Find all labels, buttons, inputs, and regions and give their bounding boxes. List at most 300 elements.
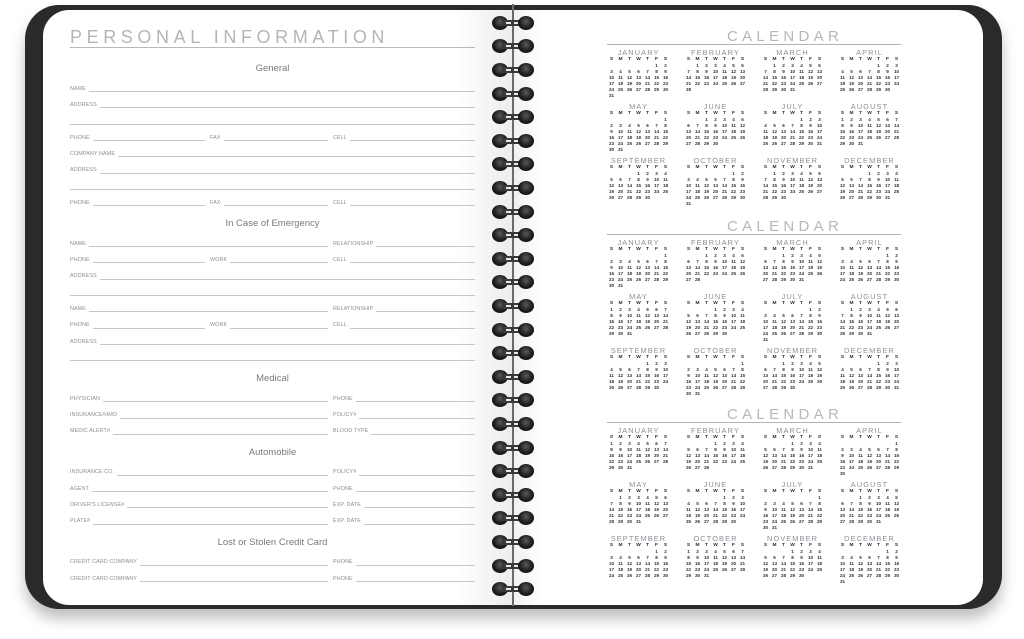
day-cell: 15 <box>857 507 864 512</box>
day-cell: 24 <box>662 379 669 384</box>
ring-right-loop <box>518 181 534 195</box>
day-cell: 28 <box>653 141 660 146</box>
credit-card-company-label: CREDIT CARD COMPANY <box>70 575 137 582</box>
day-cell: 1 <box>655 63 658 68</box>
day-cell: 13 <box>771 561 778 566</box>
insurance-hmo-field[interactable] <box>70 408 333 418</box>
weekday-label: S <box>609 57 614 62</box>
day-cell: 14 <box>703 453 710 458</box>
relationship-field[interactable] <box>333 237 475 247</box>
week-row <box>607 573 670 579</box>
weekday-label: W <box>867 543 872 548</box>
ring-right-loop <box>518 582 534 596</box>
day-cell: 26 <box>816 379 823 384</box>
phone-field[interactable] <box>333 572 475 582</box>
weekday-label: W <box>636 247 641 252</box>
write-line[interactable] <box>350 261 475 263</box>
write-line[interactable] <box>224 204 329 206</box>
day-cell: 5 <box>841 177 844 182</box>
weekday-label: T <box>800 543 803 548</box>
day-cell: 24 <box>798 379 805 384</box>
day-cell: 20 <box>884 129 891 134</box>
cell-field[interactable] <box>333 318 475 328</box>
write-line[interactable] <box>118 155 475 157</box>
weekday-label: M <box>849 165 854 170</box>
day-cell: 27 <box>848 195 855 200</box>
weekday-label: F <box>809 543 812 548</box>
binding-ring-icon <box>492 346 534 360</box>
day-cell: 1 <box>741 361 744 366</box>
day-cell: 27 <box>739 81 746 86</box>
day-cell: 4 <box>800 171 803 176</box>
day-cell: 2 <box>619 441 622 446</box>
phone-field[interactable] <box>70 318 210 328</box>
work-field[interactable] <box>210 318 333 328</box>
month-february <box>684 235 747 289</box>
day-cell: 31 <box>807 465 814 470</box>
day-cell <box>711 465 720 471</box>
day-cell: 6 <box>773 447 776 452</box>
day-cell: 25 <box>816 567 823 572</box>
day-cell: 8 <box>696 69 699 74</box>
weekday-label: M <box>772 247 777 252</box>
ring-right-loop <box>518 205 534 219</box>
day-cell: 3 <box>637 495 640 500</box>
weekday-label: S <box>817 247 822 252</box>
write-line[interactable] <box>103 400 328 402</box>
weekday-label: W <box>636 355 641 360</box>
day-cell: 24 <box>893 81 900 86</box>
month-name: JULY <box>781 102 804 111</box>
day-cell: 22 <box>662 271 669 276</box>
day-cell: 20 <box>644 135 651 140</box>
day-cell: 13 <box>694 453 701 458</box>
day-cell: 20 <box>848 189 855 194</box>
day-cell: 13 <box>685 265 692 270</box>
write-line[interactable] <box>92 490 328 492</box>
day-cell: 3 <box>800 361 803 366</box>
write-line[interactable] <box>100 278 475 280</box>
day-cell: 6 <box>850 177 853 182</box>
write-line[interactable] <box>364 523 475 525</box>
day-cell: 17 <box>807 561 814 566</box>
write-line[interactable] <box>100 172 475 174</box>
day-cell: 18 <box>730 265 737 270</box>
agent-field[interactable] <box>70 482 333 492</box>
day-cell: 1 <box>791 441 794 446</box>
day-cell: 14 <box>780 453 787 458</box>
write-line[interactable] <box>356 490 475 492</box>
day-cell: 4 <box>841 367 844 372</box>
day-cell: 11 <box>849 265 854 270</box>
month-april <box>838 45 901 99</box>
day-cell: 26 <box>721 567 728 572</box>
day-cell: 16 <box>884 373 891 378</box>
day-cell: 3 <box>841 555 844 560</box>
weekday-label: S <box>894 543 899 548</box>
write-line[interactable] <box>93 139 205 141</box>
write-line[interactable] <box>371 433 475 435</box>
day-cell: 8 <box>850 313 853 318</box>
day-cell: 19 <box>807 75 814 80</box>
day-cell: 16 <box>798 561 805 566</box>
company-name-field[interactable] <box>70 147 475 157</box>
weekday-label: S <box>817 435 822 440</box>
write-line[interactable] <box>93 204 205 206</box>
phone-field[interactable] <box>70 253 210 263</box>
write-line[interactable] <box>230 327 328 329</box>
day-cell: 8 <box>705 259 708 264</box>
weekday-label: T <box>877 489 880 494</box>
weekday-label: S <box>686 247 691 252</box>
day-cell: 25 <box>662 189 669 194</box>
address-field[interactable] <box>70 163 475 173</box>
day-cell: 28 <box>703 331 710 336</box>
day-cell: 24 <box>807 459 814 464</box>
write-line[interactable] <box>350 139 475 141</box>
day-cell: 11 <box>609 373 614 378</box>
day-cell: 7 <box>705 447 708 452</box>
day-cell: 8 <box>773 177 776 182</box>
plate-field[interactable] <box>70 514 333 524</box>
weekday-label: S <box>609 543 614 548</box>
weekday-label: S <box>894 247 899 252</box>
write-line[interactable] <box>93 523 328 525</box>
day-cell: 3 <box>741 495 744 500</box>
write-line[interactable] <box>356 580 475 582</box>
weekday-label: F <box>655 165 658 170</box>
phone-field[interactable] <box>333 482 475 492</box>
day-cell: 31 <box>703 573 710 578</box>
day-cell: 16 <box>617 319 624 324</box>
write-line[interactable] <box>93 327 205 329</box>
day-cell: 29 <box>662 141 669 146</box>
day-cell <box>643 465 652 471</box>
write-line[interactable] <box>356 564 475 566</box>
day-cell: 21 <box>635 379 642 384</box>
address-field[interactable] <box>70 269 475 279</box>
weekday-label: S <box>817 489 822 494</box>
weekday-label: S <box>763 301 768 306</box>
day-cell: 11 <box>817 555 822 560</box>
address-field[interactable] <box>70 335 475 345</box>
write-line[interactable] <box>224 139 329 141</box>
insurance-co-field[interactable] <box>70 466 333 476</box>
day-cell: 22 <box>884 271 891 276</box>
day-cell: 19 <box>608 189 615 194</box>
cell-field[interactable] <box>333 131 475 141</box>
credit-card-company-field[interactable] <box>70 555 333 565</box>
write-line[interactable] <box>100 343 475 345</box>
day-cell: 18 <box>617 81 624 86</box>
day-cell: 2 <box>664 549 667 554</box>
relationship-field[interactable] <box>333 302 475 312</box>
write-line[interactable] <box>93 261 205 263</box>
week-row <box>684 331 747 337</box>
day-cell: 24 <box>730 325 737 330</box>
driver-s-license-field[interactable] <box>70 498 333 508</box>
day-cell: 19 <box>626 81 633 86</box>
write-line[interactable] <box>350 327 475 329</box>
day-cell: 3 <box>868 307 871 312</box>
weekday-label: T <box>800 57 803 62</box>
write-line[interactable] <box>70 123 475 125</box>
day-cell: 26 <box>893 513 900 518</box>
day-cell: 6 <box>800 501 803 506</box>
day-cell: 18 <box>848 567 855 572</box>
fax-field[interactable] <box>210 196 333 206</box>
day-cell: 29 <box>789 573 796 578</box>
day-cell <box>702 277 711 283</box>
medic-alert-field[interactable] <box>70 425 333 435</box>
weekday-label: F <box>809 355 812 360</box>
name-field[interactable] <box>70 302 333 312</box>
write-line[interactable] <box>350 204 475 206</box>
day-cell: 7 <box>610 501 613 506</box>
day-cell: 20 <box>866 567 873 572</box>
day-cell: 14 <box>866 373 873 378</box>
weekday-label: F <box>732 247 735 252</box>
weekday-label: F <box>732 57 735 62</box>
day-cell: 23 <box>839 465 846 470</box>
write-line[interactable] <box>376 310 475 312</box>
day-cell: 14 <box>771 373 778 378</box>
name-field[interactable] <box>70 237 333 247</box>
weekday-label: M <box>695 301 700 306</box>
day-cell: 25 <box>626 277 633 282</box>
day-cell: 24 <box>617 277 624 282</box>
address-field[interactable] <box>70 98 475 108</box>
day-cell: 6 <box>646 259 649 264</box>
day-cell: 3 <box>696 367 699 372</box>
write-line[interactable] <box>113 433 328 435</box>
day-cell: 18 <box>703 379 710 384</box>
continuation-field[interactable] <box>70 114 475 124</box>
day-cell: 11 <box>840 373 845 378</box>
month-march <box>761 235 824 289</box>
day-cell: 16 <box>712 129 719 134</box>
write-line[interactable] <box>70 188 475 190</box>
day-cell: 6 <box>877 447 880 452</box>
day-cell: 22 <box>780 379 787 384</box>
weekday-label: S <box>840 301 845 306</box>
form-row <box>70 286 475 302</box>
day-cell: 28 <box>789 141 796 146</box>
day-cell: 5 <box>619 367 622 372</box>
day-cell: 10 <box>617 265 624 270</box>
day-cell: 27 <box>721 385 728 390</box>
name-field[interactable] <box>70 82 475 92</box>
write-line[interactable] <box>364 506 475 508</box>
write-line[interactable] <box>100 106 475 108</box>
write-line[interactable] <box>356 400 475 402</box>
day-cell: 11 <box>840 75 845 80</box>
exp-date-field[interactable] <box>333 498 475 508</box>
day-cell: 20 <box>662 507 669 512</box>
write-line[interactable] <box>70 359 475 361</box>
day-cell: 1 <box>655 549 658 554</box>
blood-type-field[interactable] <box>333 425 475 435</box>
weekday-label: T <box>705 435 708 440</box>
write-line[interactable] <box>140 564 328 566</box>
day-cell: 25 <box>685 519 692 524</box>
day-cell: 13 <box>771 453 778 458</box>
day-cell <box>634 465 643 471</box>
continuation-field[interactable] <box>70 351 475 361</box>
day-cell <box>729 201 738 207</box>
day-cell: 31 <box>635 519 642 524</box>
day-cell: 16 <box>893 265 900 270</box>
write-line[interactable] <box>89 90 475 92</box>
day-cell: 15 <box>712 319 719 324</box>
write-line[interactable] <box>70 294 475 296</box>
write-line[interactable] <box>89 245 328 247</box>
phone-label: PHONE <box>70 257 90 264</box>
day-cell: 24 <box>771 519 778 524</box>
day-cell: 21 <box>780 459 787 464</box>
day-cell: 26 <box>780 331 787 336</box>
write-line[interactable] <box>140 580 328 582</box>
day-cell: 25 <box>739 459 746 464</box>
day-cell: 27 <box>893 325 900 330</box>
week-row <box>607 385 670 391</box>
day-cell: 3 <box>619 123 622 128</box>
day-cell: 2 <box>610 259 613 264</box>
weekday-label: M <box>618 57 623 62</box>
weekday-label: W <box>636 57 641 62</box>
write-line[interactable] <box>359 417 475 419</box>
day-cell: 14 <box>644 561 651 566</box>
weekday-label: T <box>628 111 631 116</box>
month-name: DECEMBER <box>844 156 895 165</box>
day-cell: 25 <box>780 519 787 524</box>
day-cell: 2 <box>809 117 812 122</box>
day-cell <box>892 195 901 201</box>
day-cell: 12 <box>789 507 796 512</box>
day-cell: 7 <box>705 313 708 318</box>
weekday-label: T <box>782 543 785 548</box>
write-line[interactable] <box>120 417 328 419</box>
write-line[interactable] <box>359 474 475 476</box>
write-line[interactable] <box>230 261 328 263</box>
ring-right-loop <box>518 370 534 384</box>
day-cell: 25 <box>739 325 746 330</box>
weekday-label: T <box>705 57 708 62</box>
weekday-label: S <box>817 57 822 62</box>
day-cell: 19 <box>762 567 769 572</box>
day-cell: 6 <box>705 501 708 506</box>
day-cell: 17 <box>739 507 746 512</box>
day-cell: 14 <box>608 507 615 512</box>
day-cell: 26 <box>626 87 633 92</box>
credit-card-company-field[interactable] <box>70 572 333 582</box>
day-cell: 9 <box>696 555 699 560</box>
day-cell: 3 <box>610 555 613 560</box>
day-cell: 10 <box>807 447 814 452</box>
day-cell: 2 <box>619 307 622 312</box>
day-cell: 11 <box>618 75 623 80</box>
day-cell: 10 <box>798 259 805 264</box>
weekday-label: T <box>782 247 785 252</box>
day-cell: 9 <box>809 123 812 128</box>
month-name: DECEMBER <box>844 534 895 543</box>
day-cell: 16 <box>617 453 624 458</box>
day-cell: 25 <box>635 459 642 464</box>
day-cell: 14 <box>875 561 882 566</box>
write-line[interactable] <box>127 506 328 508</box>
day-cell: 25 <box>762 141 769 146</box>
month-february <box>684 423 747 477</box>
cell-field[interactable] <box>333 196 475 206</box>
write-line[interactable] <box>117 474 328 476</box>
day-cell: 12 <box>626 75 633 80</box>
day-cell: 14 <box>685 75 692 80</box>
day-cell <box>738 519 747 525</box>
day-cell: 30 <box>721 331 728 336</box>
day-cell: 13 <box>762 373 769 378</box>
day-cell: 16 <box>608 271 615 276</box>
day-cell: 14 <box>875 265 882 270</box>
ring-right-loop <box>518 87 534 101</box>
ring-right-loop <box>518 110 534 124</box>
policy-field[interactable] <box>333 408 475 418</box>
week-row <box>607 465 670 471</box>
day-cell: 8 <box>877 367 880 372</box>
day-cell: 9 <box>664 69 667 74</box>
day-cell: 2 <box>741 171 744 176</box>
weekday-label: M <box>618 489 623 494</box>
day-cell: 26 <box>816 271 823 276</box>
continuation-field[interactable] <box>70 286 475 296</box>
day-cell: 12 <box>780 319 787 324</box>
day-cell: 24 <box>893 379 900 384</box>
ring-right-loop <box>518 417 534 431</box>
day-cell: 8 <box>646 367 649 372</box>
day-cell: 7 <box>696 123 699 128</box>
exp-date-field[interactable] <box>333 514 475 524</box>
section-heading: In Case of Emergency <box>225 218 320 230</box>
continuation-field[interactable] <box>70 180 475 190</box>
day-cell: 19 <box>857 567 864 572</box>
phone-field[interactable] <box>70 131 210 141</box>
day-cell: 2 <box>705 63 708 68</box>
cell-field[interactable] <box>333 253 475 263</box>
phone-field[interactable] <box>333 392 475 402</box>
physician-field[interactable] <box>70 392 333 402</box>
phone-field[interactable] <box>333 555 475 565</box>
week-row <box>838 331 901 337</box>
day-cell: 29 <box>816 519 823 524</box>
day-cell: 9 <box>782 69 785 74</box>
day-cell: 6 <box>655 307 658 312</box>
fax-field[interactable] <box>210 131 333 141</box>
day-cell <box>788 195 797 201</box>
phone-field[interactable] <box>70 196 210 206</box>
day-cell: 28 <box>771 277 778 282</box>
day-cell: 11 <box>740 447 745 452</box>
day-cell: 17 <box>703 561 710 566</box>
phone-label: PHONE <box>333 559 353 566</box>
day-cell: 21 <box>857 189 864 194</box>
day-cell: 10 <box>798 367 805 372</box>
day-cell: 6 <box>764 259 767 264</box>
write-line[interactable] <box>376 245 475 247</box>
policy-field[interactable] <box>333 466 475 476</box>
week-row <box>838 277 901 283</box>
write-line[interactable] <box>89 310 328 312</box>
day-cell: 23 <box>685 385 692 390</box>
work-field[interactable] <box>210 253 333 263</box>
